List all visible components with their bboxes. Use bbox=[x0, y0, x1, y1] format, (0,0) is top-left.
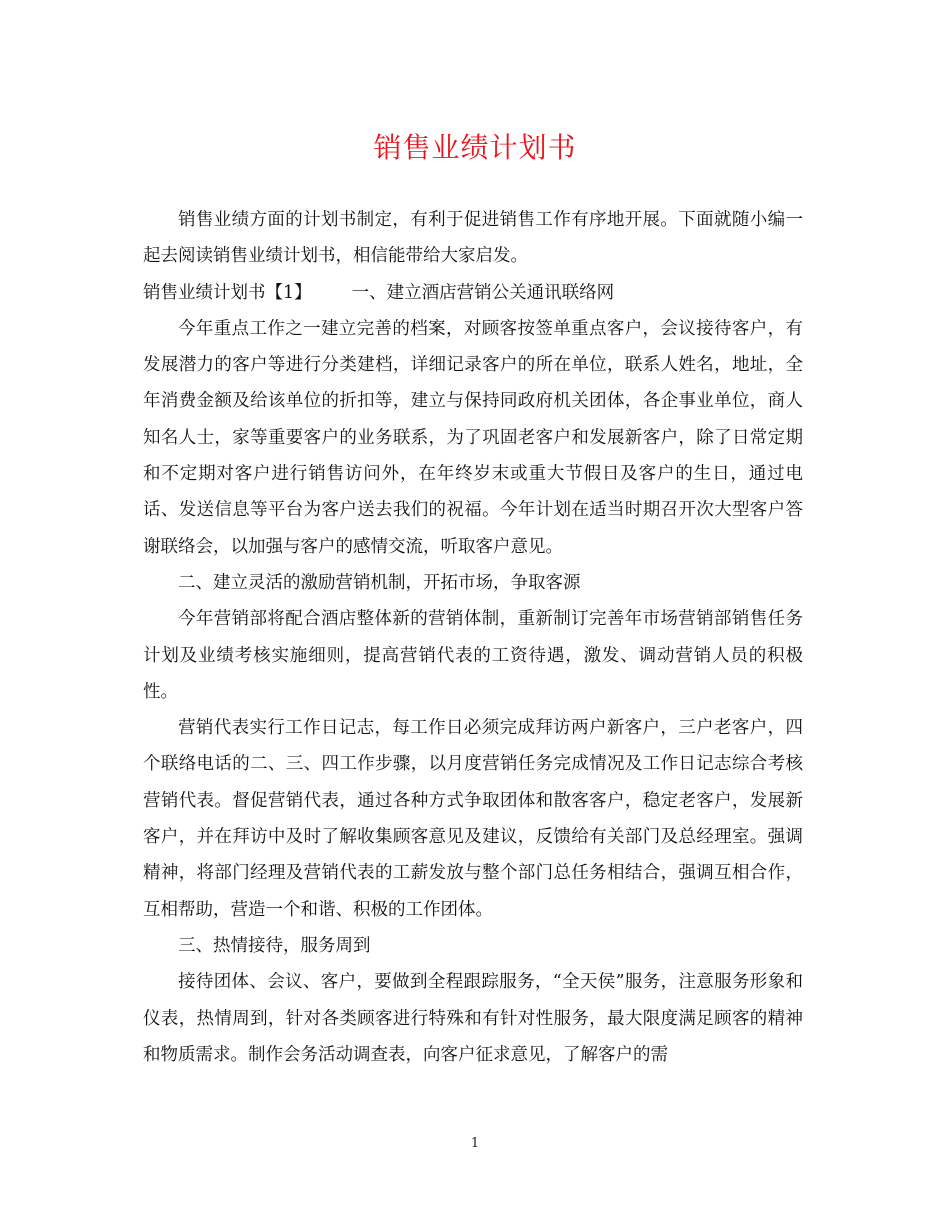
plan-label: 销售业绩计划书【1】 bbox=[143, 282, 312, 303]
intro-paragraph: 销售业绩方面的计划书制定，有利于促进销售工作有序地开展。下面就随小编一起去阅读销售业绩计划书，相信能带给大家启发。 bbox=[143, 210, 803, 267]
document-title: 销售业绩计划书 bbox=[373, 131, 577, 164]
section3-paragraph: 接待团体、会议、客户，要做到全程跟踪服务，“全天侯”服务，注意服务形象和仪表，热情周到，针对各类顾客进行特殊和有针对性服务，最大限度满足顾客的精神和物质需求。制作会务活动调查表，向客户征求意见，了解客户的需 bbox=[143, 972, 803, 1065]
plan-heading-line bbox=[143, 275, 803, 311]
section1-heading: 一、建立酒店营销公关通讯联络网 bbox=[351, 282, 615, 303]
section1-paragraph: 今年重点工作之一建立完善的档案，对顾客按签单重点客户，会议接待客户，有发展潜力的客户等进行分类建档，详细记录客户的所在单位，联系人姓名，地址，全年消费金额及给该单位的折扣等，建立与保持同政府机关团体，各企事业单位，商人知名人士，家等重要客户的业务联系，为了巩固老客户和发展新客户，除了日常定期和不定期对客户进行销售访问外，在年终岁末或重大节假日及客户的生日，通过电话、发送信息等平台为客户送去我们的祝福。今年计划在适当时期召开次大型客户答谢联络会，以加强与客户的感情交流，听取客户意见。 bbox=[143, 318, 803, 557]
section2-paragraph-2: 营销代表实行工作日记志，每工作日必须完成拜访两户新客户，三户老客户，四个联络电话的二、三、四工作步骤，以月度营销任务完成情况及工作日记志综合考核营销代表。督促营销代表，通过各种方式争取团体和散客客户，稳定老客户，发展新客户，并在拜访中及时了解收集顾客意见及建议，反馈给有关部门及总经理室。强调精神，将部门经理及营销代表的工薪发放与整个部门总任务相结合，强调互相合作，互相帮助，营造一个和谐、积极的工作团体。 bbox=[143, 718, 803, 920]
page-number: 1 bbox=[470, 1136, 480, 1151]
section2-heading: 二、建立灵活的激励营销机制，开拓市场，争取客源 bbox=[178, 572, 581, 593]
section3-heading: 三、热情接待，服务周到 bbox=[178, 935, 371, 956]
document-body bbox=[143, 202, 803, 1073]
section2-paragraph-1: 今年营销部将配合酒店整体新的营销体制，重新制订完善年市场营销部销售任务计划及业绩考核实施细则，提高营销代表的工资待遇，激发、调动营销人员的积极性。 bbox=[143, 609, 803, 702]
